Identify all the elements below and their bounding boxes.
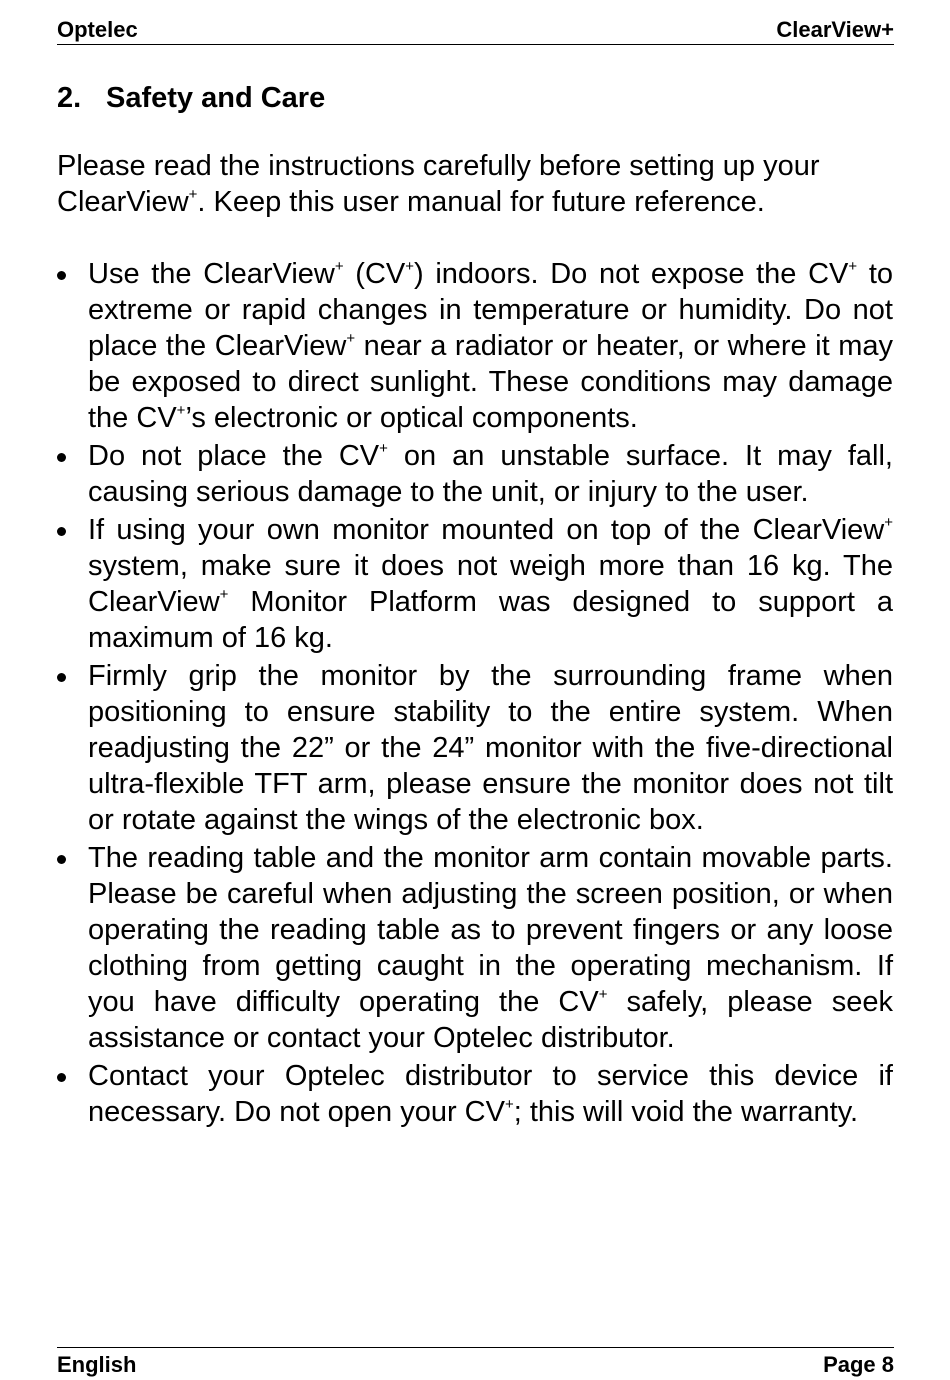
intro-paragraph — [57, 148, 893, 220]
bullet-text: to extreme or rapid changes in temperature or humidity. Do not place the ClearView — [88, 258, 894, 362]
footer-page-number: Page 8 — [823, 1352, 894, 1377]
page-footer — [57, 1347, 894, 1380]
list-item — [57, 840, 893, 1056]
intro-text-2: . Keep this user manual for future reference. — [197, 186, 765, 218]
intro-text-1: Please read the instructions carefully before setting up your ClearView — [57, 150, 820, 218]
list-item — [57, 256, 893, 436]
superscript-plus: + — [504, 1096, 514, 1113]
bullet-text: Firmly grip the monitor by the surrounding frame when positioning to ensure stability to the entire system. When readjusting the 22” or the 24” monitor with the five-directional ultra-flexible TFT arm, please ensure the monitor does not tilt or rotate against the wings of the electronic box. — [88, 660, 893, 836]
bullet-text: Contact your Optelec distributor to service this device if necessary. Do not open your CV — [88, 1060, 893, 1128]
superscript-plus: + — [405, 258, 415, 275]
superscript-plus: + — [598, 986, 608, 1003]
bullet-icon — [57, 271, 66, 280]
bullet-icon — [57, 855, 66, 864]
bullet-text: If using your own monitor mounted on top of the ClearView — [88, 514, 885, 546]
superscript-plus: + — [884, 514, 893, 531]
page-header — [57, 14, 894, 45]
list-item — [57, 658, 893, 838]
superscript-plus: + — [176, 402, 186, 419]
section-title — [57, 80, 893, 116]
bullet-text: Do not place the CV — [88, 440, 380, 472]
bullet-text: The reading table and the monitor arm contain movable parts. Please be careful when adjusting the screen position, or when operating the reading table as to prevent fingers or any loose clothing from getting caught in the operating mechanism. If you have difficulty operating the CV — [88, 842, 893, 1018]
list-item — [57, 1058, 893, 1130]
list-item — [57, 438, 893, 510]
safety-list — [57, 256, 893, 1130]
list-item — [57, 512, 893, 656]
section-number: 2. — [57, 82, 82, 114]
bullet-text: on an unstable surface. It may fall, causing serious damage to the unit, or injury to the user. — [88, 440, 893, 508]
header-product: ClearView+ — [776, 17, 894, 42]
bullet-icon — [57, 1073, 66, 1082]
footer-language: English — [57, 1352, 137, 1377]
bullet-text: Monitor Platform was designed to support a maximum of 16 kg. — [88, 586, 893, 654]
bullet-text: Use the ClearView — [88, 258, 335, 290]
bullet-text: ’s electronic or optical components. — [185, 402, 638, 434]
bullet-text: system, make sure it does not weigh more than 16 kg. The ClearView — [88, 550, 893, 618]
bullet-text: (CV — [343, 258, 406, 290]
superscript-plus: + — [334, 258, 344, 275]
bullet-text: safely, please seek assistance or contact your Optelec distributor. — [88, 986, 893, 1054]
page-content — [57, 80, 893, 1132]
bullet-text: ) indoors. Do not expose the CV — [414, 258, 849, 290]
superscript-plus: + — [188, 186, 198, 203]
superscript-plus: + — [346, 330, 356, 347]
bullet-icon — [57, 453, 66, 462]
header-brand: Optelec — [57, 17, 138, 42]
bullet-text: near a radiator or heater, or where it may be exposed to direct sunlight. These conditions may damage the CV — [88, 330, 893, 434]
bullet-icon — [57, 527, 66, 536]
bullet-text: ; this will void the warranty. — [513, 1096, 859, 1128]
section-title-text: Safety and Care — [106, 82, 326, 114]
superscript-plus: + — [848, 258, 858, 275]
superscript-plus: + — [379, 440, 388, 457]
bullet-icon — [57, 673, 66, 682]
superscript-plus: + — [219, 586, 229, 603]
